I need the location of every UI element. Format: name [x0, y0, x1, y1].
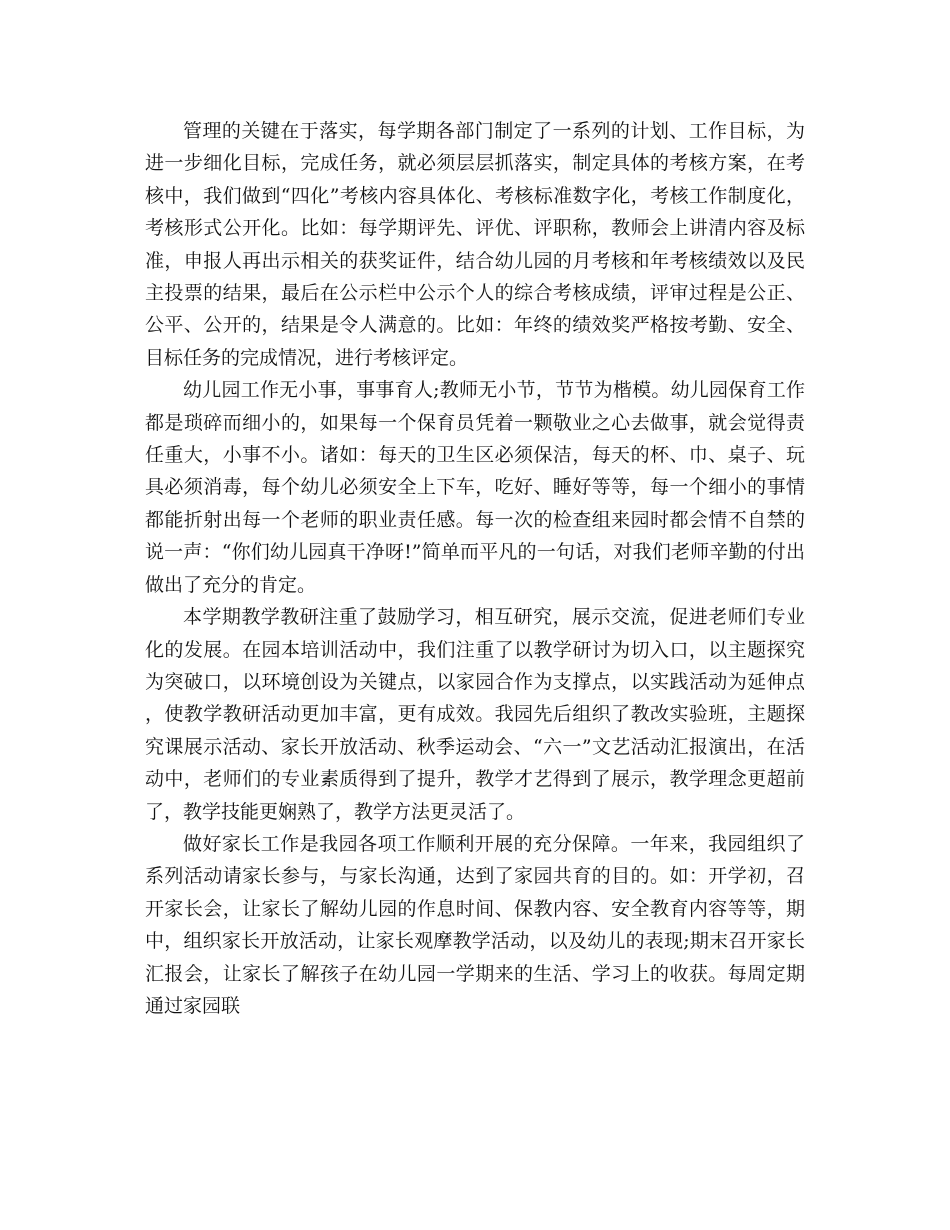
paragraph-care-work: 幼儿园工作无小事，事事育人;教师无小节，节节为楷模。幼儿园保育工作都是琐碎而细小的，如果每一个保育员凭着一颗敬业之心去做事，就会觉得责任重大，小事不小。诸如：每天的卫生区必须保洁，每天的杯、巾、桌子、玩具必须消毒，每个幼儿必须安全上下车，吃好、睡好等等，每一个细小的事情都能折射出每一个老师的职业责任感。每一次的检查组来园时都会情不自禁的说一声：“你们幼儿园真干净呀!”简单而平凡的一句话，对我们老师辛勤的付出做出了充分的肯定。: [145, 379, 805, 596]
paragraph-parent-work: 做好家长工作是我园各项工作顺利开展的充分保障。一年来，我园组织了系列活动请家长参与，与家长沟通，达到了家园共育的目的。如：开学初，召开家长会，让家长了解幼儿园的作息时间、保教内容、安全教育内容等等，期中，组织家长开放活动，让家长观摩教学活动，以及幼儿的表现;期末召开家长汇报会，让家长了解孩子在幼儿园一学期来的生活、学习上的收获。每周定期通过家园联: [145, 832, 805, 1017]
paragraph-teaching-research: 本学期教学教研注重了鼓励学习，相互研究，展示交流，促进老师们专业化的发展。在园本培训活动中，我们注重了以教学研讨为切入口，以主题探究为突破口，以环境创设为关键点，以家园合作为支撑点，以实践活动为延伸点，使教学教研活动更加丰富，更有成效。我园先后组织了教改实验班，主题探究课展示活动、家长开放活动、秋季运动会、“六一”文艺活动汇报演出，在活动中，老师们的专业素质得到了提升，教学才艺得到了展示，教学理念更超前了，教学技能更娴熟了，教学方法更灵活了。: [145, 606, 805, 823]
paragraph-assessment: 管理的关键在于落实，每学期各部门制定了一系列的计划、工作目标，为进一步细化目标，完成任务，就必须层层抓落实，制定具体的考核方案，在考核中，我们做到“四化”考核内容具体化、考核标准数字化，考核工作制度化，考核形式公开化。比如：每学期评先、评优、评职称，教师会上讲清内容及标准，申报人再出示相关的获奖证件，结合幼儿园的月考核和年考核绩效以及民主投票的结果，最后在公示栏中公示个人的综合考核成绩，评审过程是公正、公平、公开的，结果是令人满意的。比如：年终的绩效奖严格按考勤、安全、目标任务的完成情况，进行考核评定。: [145, 120, 805, 369]
document-body: [145, 115, 805, 1022]
